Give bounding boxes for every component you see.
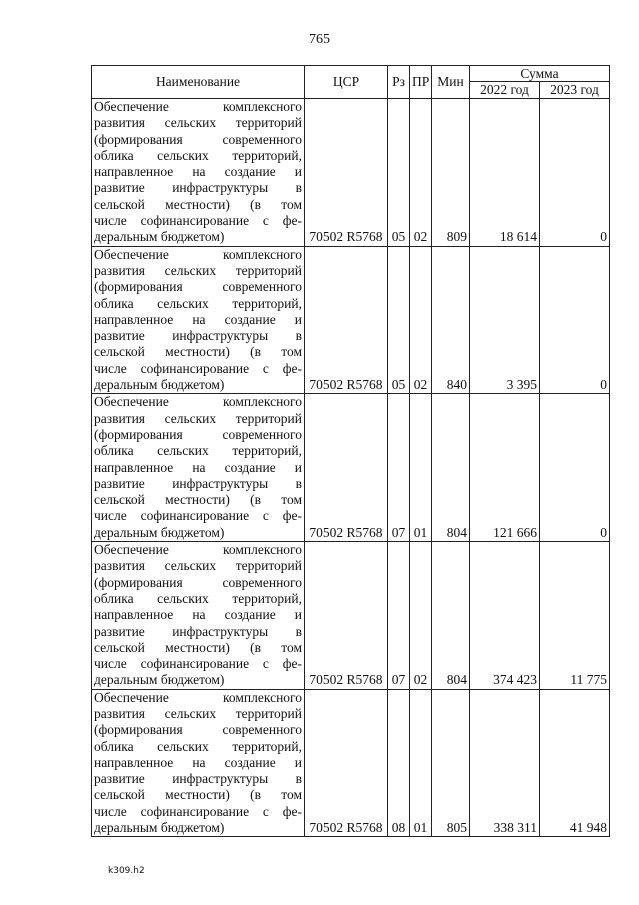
row-rz: 07 — [388, 394, 410, 542]
row-name-line: числе софинансирование с фе- — [94, 213, 302, 229]
table-row — [92, 394, 610, 542]
row-name-line: деральным бюджетом) — [94, 524, 225, 540]
row-name-line: развития сельских территорий — [94, 262, 302, 278]
row-name-line: развития сельских территорий — [94, 410, 302, 426]
row-name-line: числе софинансирование с фе- — [94, 508, 302, 524]
budget-table — [91, 65, 610, 837]
row-sum-2023: 0 — [540, 99, 610, 247]
row-name-line: развитие инфраструктуры в — [94, 623, 302, 639]
row-name-line: деральным бюджетом) — [94, 820, 225, 836]
row-name-line: направленное на создание и — [94, 164, 302, 180]
row-name-line: облика сельских территорий, — [94, 295, 302, 311]
row-sum-2022: 3 395 — [470, 246, 540, 394]
row-name-line: развитие инфраструктуры в — [94, 475, 302, 491]
row-name — [92, 394, 305, 542]
row-name-line: деральным бюджетом) — [94, 229, 225, 245]
row-name — [92, 542, 305, 690]
header-year-2022: 2022 год — [470, 82, 540, 99]
row-sum-2023: 41 948 — [540, 689, 610, 837]
row-name-line: числе софинансирование с фе- — [94, 656, 302, 672]
row-csr: 70502 R5768 — [305, 542, 388, 690]
row-name-line: направленное на создание и — [94, 607, 302, 623]
row-name-line: направленное на создание и — [94, 754, 302, 770]
row-min: 840 — [432, 246, 470, 394]
table-row — [92, 246, 610, 394]
row-name-line: Обеспечение комплексного — [94, 99, 302, 114]
footer-code: k309.h2 — [108, 866, 145, 876]
row-min: 809 — [432, 99, 470, 247]
row-name-line: Обеспечение комплексного — [94, 689, 302, 705]
table-row — [92, 99, 610, 247]
row-name-line: сельской местности) (в том — [94, 196, 302, 212]
row-name-line: облика сельских территорий, — [94, 590, 302, 606]
header-csr: ЦСР — [305, 66, 388, 99]
row-name-line: деральным бюджетом) — [94, 672, 225, 688]
row-name-line: числе софинансирование с фе- — [94, 360, 302, 376]
row-name-line: развитие инфраструктуры в — [94, 328, 302, 344]
row-pr: 02 — [410, 99, 432, 247]
row-min: 805 — [432, 689, 470, 837]
row-rz: 07 — [388, 542, 410, 690]
row-name-line: деральным бюджетом) — [94, 377, 225, 393]
row-sum-2022: 374 423 — [470, 542, 540, 690]
row-name-line: облика сельских территорий, — [94, 147, 302, 163]
row-pr: 02 — [410, 542, 432, 690]
row-name-line: (формирования современного — [94, 574, 302, 590]
row-min: 804 — [432, 542, 470, 690]
header-min: Мин — [432, 66, 470, 99]
row-min: 804 — [432, 394, 470, 542]
row-sum-2022: 338 311 — [470, 689, 540, 837]
row-pr: 01 — [410, 394, 432, 542]
table-row — [92, 689, 610, 837]
row-name-line: направленное на создание и — [94, 459, 302, 475]
header-sum: Сумма — [470, 66, 610, 82]
row-name-line: (формирования современного — [94, 131, 302, 147]
row-rz: 05 — [388, 246, 410, 394]
table-row — [92, 542, 610, 690]
row-name-line: (формирования современного — [94, 426, 302, 442]
row-sum-2023: 11 775 — [540, 542, 610, 690]
row-name-line: развитие инфраструктуры в — [94, 771, 302, 787]
row-name-line: Обеспечение комплексного — [94, 542, 302, 558]
row-name-line: направленное на создание и — [94, 311, 302, 327]
row-rz: 08 — [388, 689, 410, 837]
page-number: 765 — [309, 32, 330, 47]
row-name — [92, 99, 305, 247]
row-name — [92, 689, 305, 837]
row-name — [92, 246, 305, 394]
row-sum-2022: 18 614 — [470, 99, 540, 247]
row-rz: 05 — [388, 99, 410, 247]
row-sum-2023: 0 — [540, 246, 610, 394]
row-name-line: развития сельских территорий — [94, 558, 302, 574]
row-name-line: сельской местности) (в том — [94, 344, 302, 360]
header-rz: Рз — [388, 66, 410, 99]
row-csr: 70502 R5768 — [305, 99, 388, 247]
row-name-line: Обеспечение комплексного — [94, 246, 302, 262]
header-name: Наименование — [92, 66, 305, 99]
header-pr: ПР — [410, 66, 432, 99]
row-name-line: числе софинансирование с фе- — [94, 803, 302, 819]
row-csr: 70502 R5768 — [305, 246, 388, 394]
row-name-line: (формирования современного — [94, 279, 302, 295]
row-name-line: развития сельских территорий — [94, 115, 302, 131]
row-name-line: облика сельских территорий, — [94, 443, 302, 459]
row-name-line: сельской местности) (в том — [94, 787, 302, 803]
row-name-line: сельской местности) (в том — [94, 639, 302, 655]
row-name-line: облика сельских территорий, — [94, 738, 302, 754]
row-sum-2022: 121 666 — [470, 394, 540, 542]
table-body — [92, 99, 610, 837]
row-name-line: Обеспечение комплексного — [94, 394, 302, 410]
row-csr: 70502 R5768 — [305, 394, 388, 542]
row-name-line: развития сельских территорий — [94, 705, 302, 721]
row-pr: 01 — [410, 689, 432, 837]
row-name-line: развитие инфраструктуры в — [94, 180, 302, 196]
row-pr: 02 — [410, 246, 432, 394]
row-sum-2023: 0 — [540, 394, 610, 542]
row-name-line: сельской местности) (в том — [94, 492, 302, 508]
header-year-2023: 2023 год — [540, 82, 610, 99]
row-csr: 70502 R5768 — [305, 689, 388, 837]
row-name-line: (формирования современного — [94, 722, 302, 738]
